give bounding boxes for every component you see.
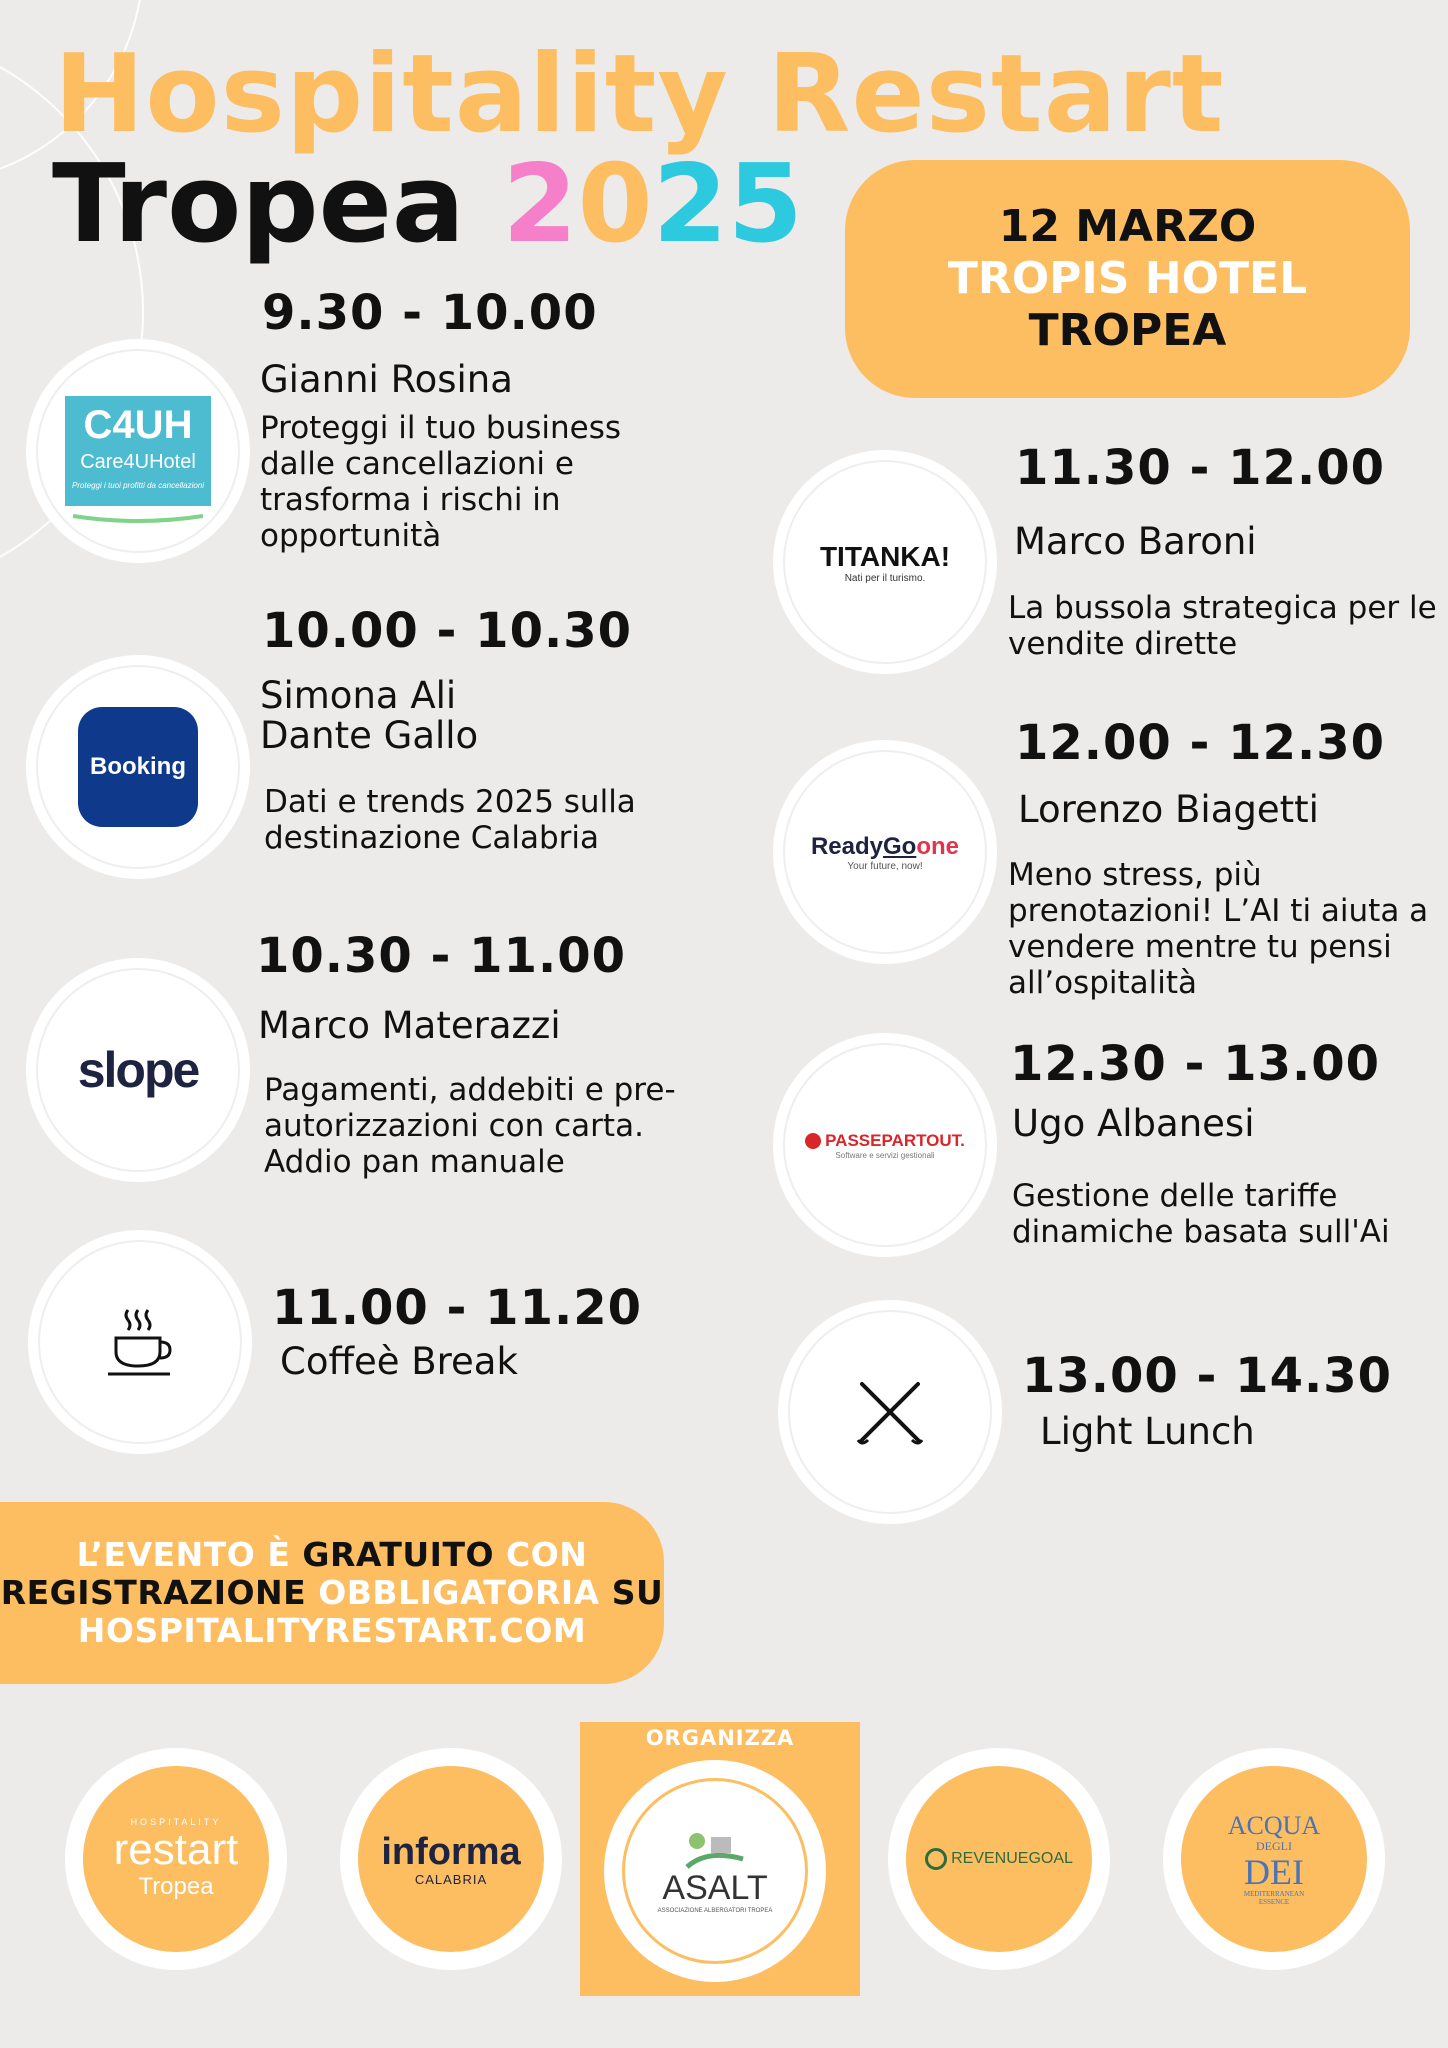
session-topic: Meno stress, più prenotazioni! L’AI ti aiuta a vendere mentre tu pensi all’ospitalità xyxy=(1008,857,1429,1001)
session-time: 9.30 - 10.00 xyxy=(262,285,598,341)
session-time: 12.30 - 13.00 xyxy=(1010,1036,1380,1092)
event-date: 12 MARZO xyxy=(998,201,1257,252)
booking-logo-circle xyxy=(26,655,250,879)
year: 2025 xyxy=(502,142,803,267)
registration-banner xyxy=(0,1502,664,1684)
care4uhotel-logo-icon xyxy=(63,376,213,526)
venue-hotel: TROPIS HOTEL xyxy=(947,253,1308,304)
passepartout-logo-circle xyxy=(773,1033,997,1257)
slope-logo-circle xyxy=(26,958,250,1182)
svg-text:C4UH: C4UH xyxy=(83,403,193,447)
svg-text:Proteggi i tuoi profitti da ca: Proteggi i tuoi profitti da cancellazioni xyxy=(71,481,205,490)
passepartout-mark-icon xyxy=(805,1133,821,1149)
registration-line-2: REGISTRAZIONE OBBLIGATORIA SU xyxy=(0,1573,664,1612)
svg-text:Care4UHotel: Care4UHotel xyxy=(80,451,196,473)
care4uhotel-logo xyxy=(36,349,240,553)
organizer-label: ORGANIZZA xyxy=(645,1726,795,1750)
session-time: 10.00 - 10.30 xyxy=(262,603,632,659)
session-speaker: Lorenzo Biagetti xyxy=(1018,788,1319,831)
session-topic: Proteggi il tuo business dalle cancellazioni e trasforma i rischi in opportunità xyxy=(260,410,622,554)
session-speaker: Gianni Rosina xyxy=(260,358,513,401)
session-topic: La bussola strategica per le vendite dirette xyxy=(1008,590,1437,662)
session-speaker: Marco Baroni xyxy=(1014,520,1257,563)
fork-knife-icon xyxy=(850,1372,930,1452)
partner-asalt-logo: ASALT ASSOCIAZIONE ALBERGATORI TROPEA xyxy=(604,1760,826,1982)
registration-line-1: L’EVENTO È GRATUITO CON xyxy=(76,1535,588,1574)
titanka-logo-circle xyxy=(773,450,997,674)
session-speaker: Marco Materazzi xyxy=(258,1004,561,1047)
session-speaker: Dante Gallo xyxy=(260,714,479,757)
booking-app-icon: Booking xyxy=(78,707,198,827)
break-title: Coffeè Break xyxy=(280,1340,518,1383)
light-lunch-circle xyxy=(778,1300,1002,1524)
session-time: 11.00 - 11.20 xyxy=(272,1280,642,1336)
session-speaker: Simona Ali xyxy=(260,674,457,717)
venue-city: TROPEA xyxy=(1028,305,1227,356)
revenuegoal-mark-icon xyxy=(925,1848,947,1870)
care4uhotel-logo-circle xyxy=(26,339,250,563)
event-title: Hospitality Restart xyxy=(54,32,1225,157)
slope-logo: slope xyxy=(36,968,240,1172)
registration-url[interactable]: HOSPITALITYRESTART.COM xyxy=(77,1611,587,1650)
asalt-mark-icon xyxy=(685,1829,745,1869)
session-time: 10.30 - 11.00 xyxy=(256,928,626,984)
passepartout-logo: PASSEPARTOUT. Software e servizi gestionali xyxy=(783,1043,987,1247)
break-title: Light Lunch xyxy=(1040,1410,1255,1453)
readygoone-logo: ReadyGoone Your future, now! xyxy=(783,750,987,954)
partner-revenuegoal-logo: REVENUEGOAL xyxy=(888,1748,1110,1970)
partner-restart-logo: HOSPITALITY restart Tropea xyxy=(65,1748,287,1970)
coffee-break-circle xyxy=(28,1230,252,1454)
session-topic: Pagamenti, addebiti e pre-autorizzazioni con carta. Addio pan manuale xyxy=(264,1072,676,1180)
event-subtitle xyxy=(52,142,803,267)
city-name: Tropea xyxy=(52,142,465,267)
readygoone-logo-circle xyxy=(773,740,997,964)
partner-informa-logo: informa CALABRIA xyxy=(340,1748,562,1970)
booking-logo xyxy=(36,665,240,869)
coffee-cup-icon xyxy=(100,1302,180,1382)
session-time: 13.00 - 14.30 xyxy=(1022,1348,1392,1404)
session-topic: Gestione delle tariffe dinamiche basata sull'Ai xyxy=(1012,1178,1390,1250)
titanka-logo: TITANKA! Nati per il turismo. xyxy=(783,460,987,664)
partner-acqua-degli-dei-logo: ACQUA DEGLI DEI MEDITERRANEAN ESSENCE xyxy=(1163,1748,1385,1970)
session-time: 11.30 - 12.00 xyxy=(1015,440,1385,496)
session-topic: Dati e trends 2025 sulla destinazione Calabria xyxy=(264,784,636,856)
session-time: 12.00 - 12.30 xyxy=(1015,715,1385,771)
session-speaker: Ugo Albanesi xyxy=(1012,1102,1255,1145)
venue-box xyxy=(845,160,1410,398)
